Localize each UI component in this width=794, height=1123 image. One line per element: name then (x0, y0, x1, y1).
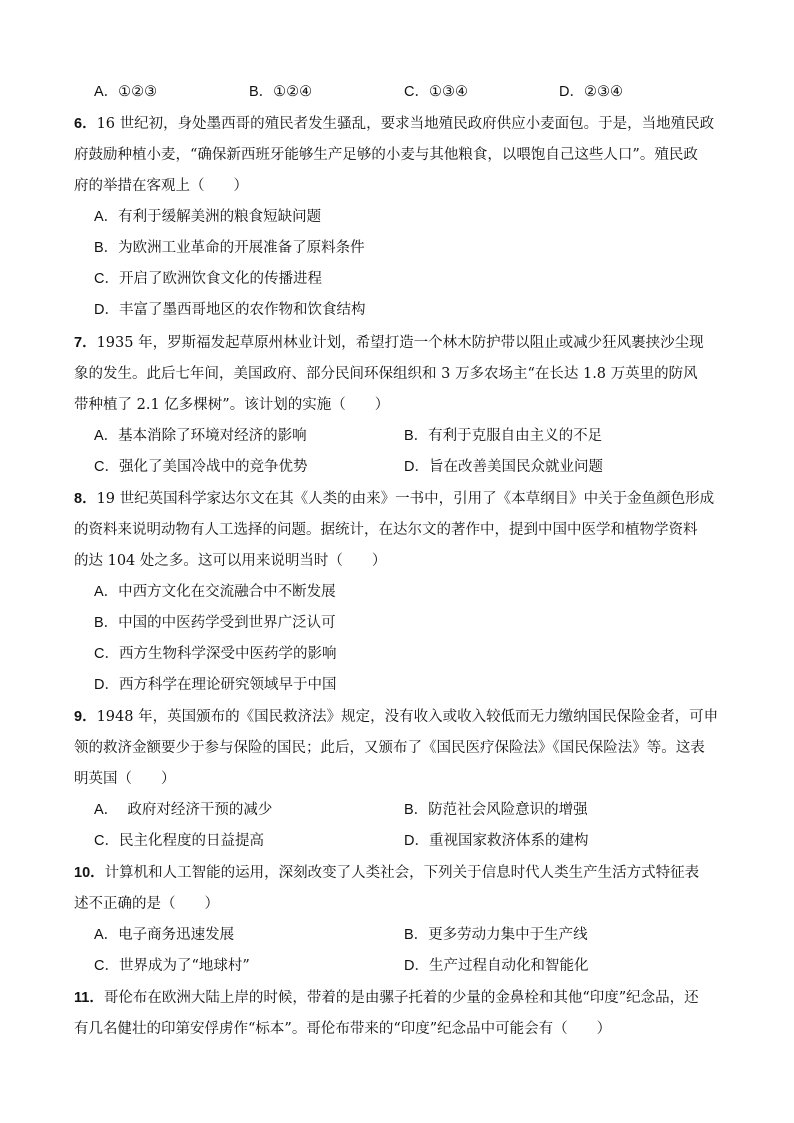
q8-number: 8． (74, 491, 97, 507)
q5-option-d[interactable]: D．②③④ (559, 84, 623, 100)
q9-option-d[interactable]: D．重视国家救济体系的建构 (404, 833, 589, 849)
q10-option-a[interactable]: A．电子商务迅速发展 (94, 927, 235, 943)
q9-number: 9． (74, 709, 97, 725)
q9-option-b[interactable]: B．防范社会风险意识的增强 (404, 802, 588, 818)
q9-stem-line-1: 9．1948 年，英国颁布的《国民救济法》规定，没有收入或收入较低而无力缴纳国民保险金者，可申 (74, 709, 719, 725)
q7-stem-line-3: 带种植了 2.1 亿多棵树”。该计划的实施（ ） (74, 397, 390, 413)
q7-stem-line-1: 7．1935 年，罗斯福发起草原州林业计划，希望打造一个林木防护带以阻止或减少狂风裹挟沙尘现 (74, 335, 704, 351)
q6-option-a[interactable]: A．有利于缓解美洲的粮食短缺问题 (94, 209, 322, 225)
q10-stem-line-2: 述不正确的是（ ） (74, 896, 219, 912)
q6-option-c[interactable]: C．开启了欧洲饮食文化的传播进程 (94, 271, 322, 287)
q8-stem-line-1: 8．19 世纪英国科学家达尔文在其《人类的由来》一书中，引用了《本草纲目》中关于金鱼颜色形成 (74, 491, 715, 507)
q6-option-b[interactable]: B．为欧洲工业革命的开展准备了原料条件 (94, 240, 365, 256)
q6-number: 6． (74, 116, 97, 132)
q8-option-b[interactable]: B．中国的中医药学受到世界广泛认可 (94, 615, 336, 631)
q7-option-b[interactable]: B．有利于克服自由主义的不足 (404, 428, 603, 444)
q9-option-c[interactable]: C．民主化程度的日益提高 (94, 833, 264, 849)
q8-option-a[interactable]: A．中西方文化在交流融合中不断发展 (94, 584, 336, 600)
q7-option-d[interactable]: D．旨在改善美国民众就业问题 (404, 459, 603, 475)
q8-option-d[interactable]: D．西方科学在理论研究领域早于中国 (94, 677, 337, 693)
q6-stem-line-2: 府鼓励种植小麦，“确保新西班牙能够生产足够的小麦与其他粮食，以喂饱自己这些人口”。殖民政 (74, 147, 698, 163)
q8-option-c[interactable]: C．西方生物科学深受中医药学的影响 (94, 646, 337, 662)
q6-stem-line-1: 6．16 世纪初，身处墨西哥的殖民者发生骚乱，要求当地殖民政府供应小麦面包。于是，当地殖民政 (74, 116, 715, 132)
q9-stem-line-2: 领的救济金额要少于参与保险的国民；此后，又颁布了《国民医疗保险法》《国民保险法》等。这表 (74, 740, 705, 756)
q11-stem-line-1: 11．哥伦布在欧洲大陆上岸的时候，带着的是由骡子托着的少量的金鼻栓和其他“印度”纪念品，还 (74, 990, 699, 1006)
q5-option-b[interactable]: B．①②④ (249, 84, 313, 100)
q6-option-d[interactable]: D．丰富了墨西哥地区的农作物和饮食结构 (94, 302, 366, 318)
q10-option-c[interactable]: C．世界成为了“地球村” (94, 958, 250, 974)
q7-option-c[interactable]: C．强化了美国冷战中的竞争优势 (94, 459, 308, 475)
q10-option-b[interactable]: B．更多劳动力集中于生产线 (404, 927, 588, 943)
q5-option-a[interactable]: A．①②③ (94, 84, 158, 100)
q6-stem-line-3: 府的举措在客观上（ ） (74, 178, 248, 194)
q7-number: 7． (74, 335, 97, 351)
q9-option-a[interactable]: A． 政府对经济干预的减少 (94, 802, 273, 818)
q5-option-c[interactable]: C．①③④ (404, 84, 468, 100)
q8-stem-line-3: 的达 104 处之多。这可以用来说明当时（ ） (74, 553, 387, 569)
q10-option-d[interactable]: D．生产过程自动化和智能化 (404, 958, 589, 974)
q7-option-a[interactable]: A．基本消除了环境对经济的影响 (94, 428, 307, 444)
q7-stem-line-2: 象的发生。此后七年间，美国政府、部分民间环保组织和 3 万多农场主“在长达 1.8 万英里的防风 (74, 366, 698, 382)
q10-stem-line-1: 10．计算机和人工智能的运用，深刻改变了人类社会，下列关于信息时代人类生产生活方式特征表 (74, 865, 700, 881)
q10-number: 10． (74, 865, 105, 881)
q11-number: 11． (74, 990, 104, 1006)
q9-stem-line-3: 明英国（ ） (74, 771, 176, 787)
q11-stem-line-2: 有几名健壮的印第安俘虏作“标本”。哥伦布带来的“印度”纪念品中可能会有（ ） (74, 1021, 612, 1037)
q8-stem-line-2: 的资料来说明动物有人工选择的问题。据统计，在达尔文的著作中，提到中国中医学和植物学资料 (74, 522, 698, 538)
